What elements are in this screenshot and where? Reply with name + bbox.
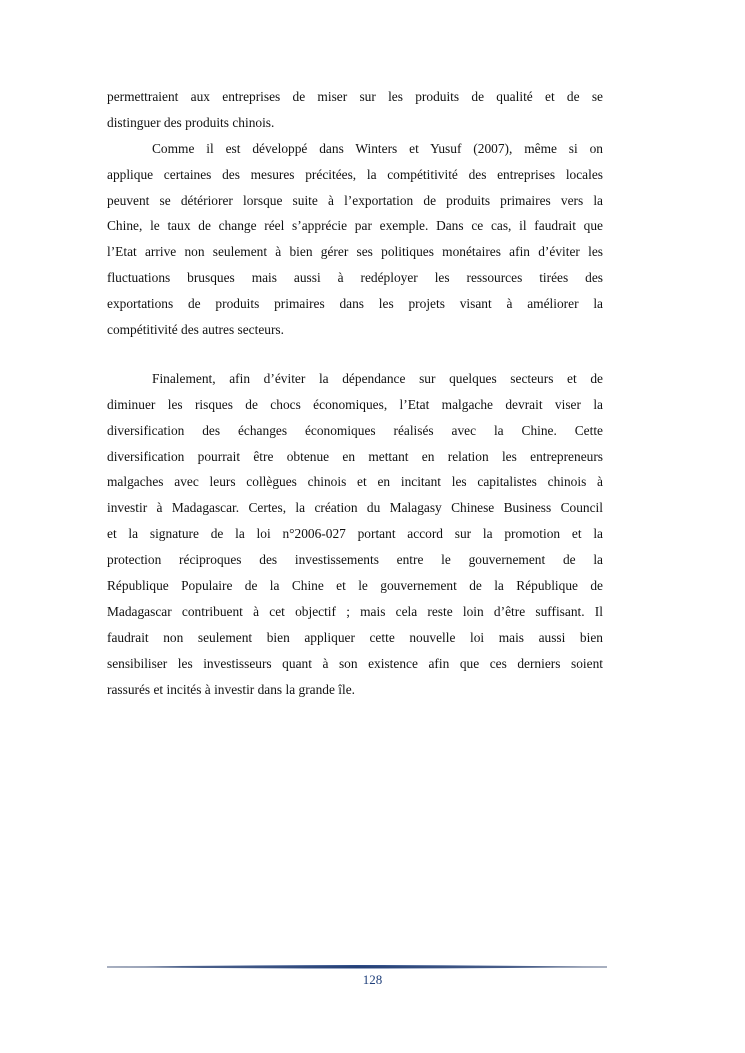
text-line: diversification pourrait être obtenue en mettant en relation les entrepreneurs [107,448,603,464]
text-line: compétitivité des autres secteurs. [107,322,284,338]
text-line: permettraient aux entreprises de miser sur les produits de qualité et de se [107,89,603,104]
text-line: Chine, le taux de change réel s’apprécie par exemple. Dans ce cas, il faudrait que [107,218,603,234]
text-line: fluctuations brusques mais aussi à redéployer les ressources tirées des [107,270,603,286]
text-line: distinguer des produits chinois. [107,114,275,130]
paragraph-gap [107,343,603,366]
text-line: diminuer les risques de chocs économiques, l’Etat malgache devrait viser la [107,396,603,412]
text-line: malgaches avec leurs collègues chinois et en incitant les capitalistes chinois à [107,474,603,490]
text-line: investir à Madagascar. Certes, la création du Malagasy Chinese Business Council [107,500,603,516]
footer-rule [107,964,607,970]
text-line: République Populaire de la Chine et le gouvernement de la République de [107,578,603,594]
text-line: Comme il est développé dans Winters et Yusuf (2007), même si on [152,140,603,156]
text-line: faudrait non seulement bien appliquer cette nouvelle loi mais aussi bien [107,629,603,645]
paragraph-2 [107,136,603,343]
footer-rule-graphic [107,964,607,970]
paragraph-1 [107,84,603,136]
text-line: et la signature de la loi n°2006-027 portant accord sur la promotion et la [107,526,603,542]
text-line: Madagascar contribuent à cet objectif ; mais cela reste loin d’être suffisant. Il [107,603,603,619]
text-line: applique certaines des mesures précitées, la compétitivité des entreprises locales [107,166,603,182]
paragraph-3 [107,366,603,703]
page-number: 128 [362,972,383,987]
text-line: peuvent se détériorer lorsque suite à l’exportation de produits primaires vers la [107,192,603,208]
page-body [107,84,603,702]
text-line: rassurés et incités à investir dans la grande île. [107,681,356,697]
text-line: protection réciproques des investissements entre le gouvernement de la [107,552,603,568]
text-line: sensibiliser les investisseurs quant à son existence afin que ces derniers soient [107,655,603,671]
text-line: diversification des échanges économiques réalisés avec la Chine. Cette [107,422,603,438]
text-line: exportations de produits primaires dans les projets visant à améliorer la [107,296,603,312]
text-line: Finalement, afin d’éviter la dépendance sur quelques secteurs et de [152,370,603,386]
text-line: l’Etat arrive non seulement à bien gérer ses politiques monétaires afin d’éviter les [107,244,603,260]
